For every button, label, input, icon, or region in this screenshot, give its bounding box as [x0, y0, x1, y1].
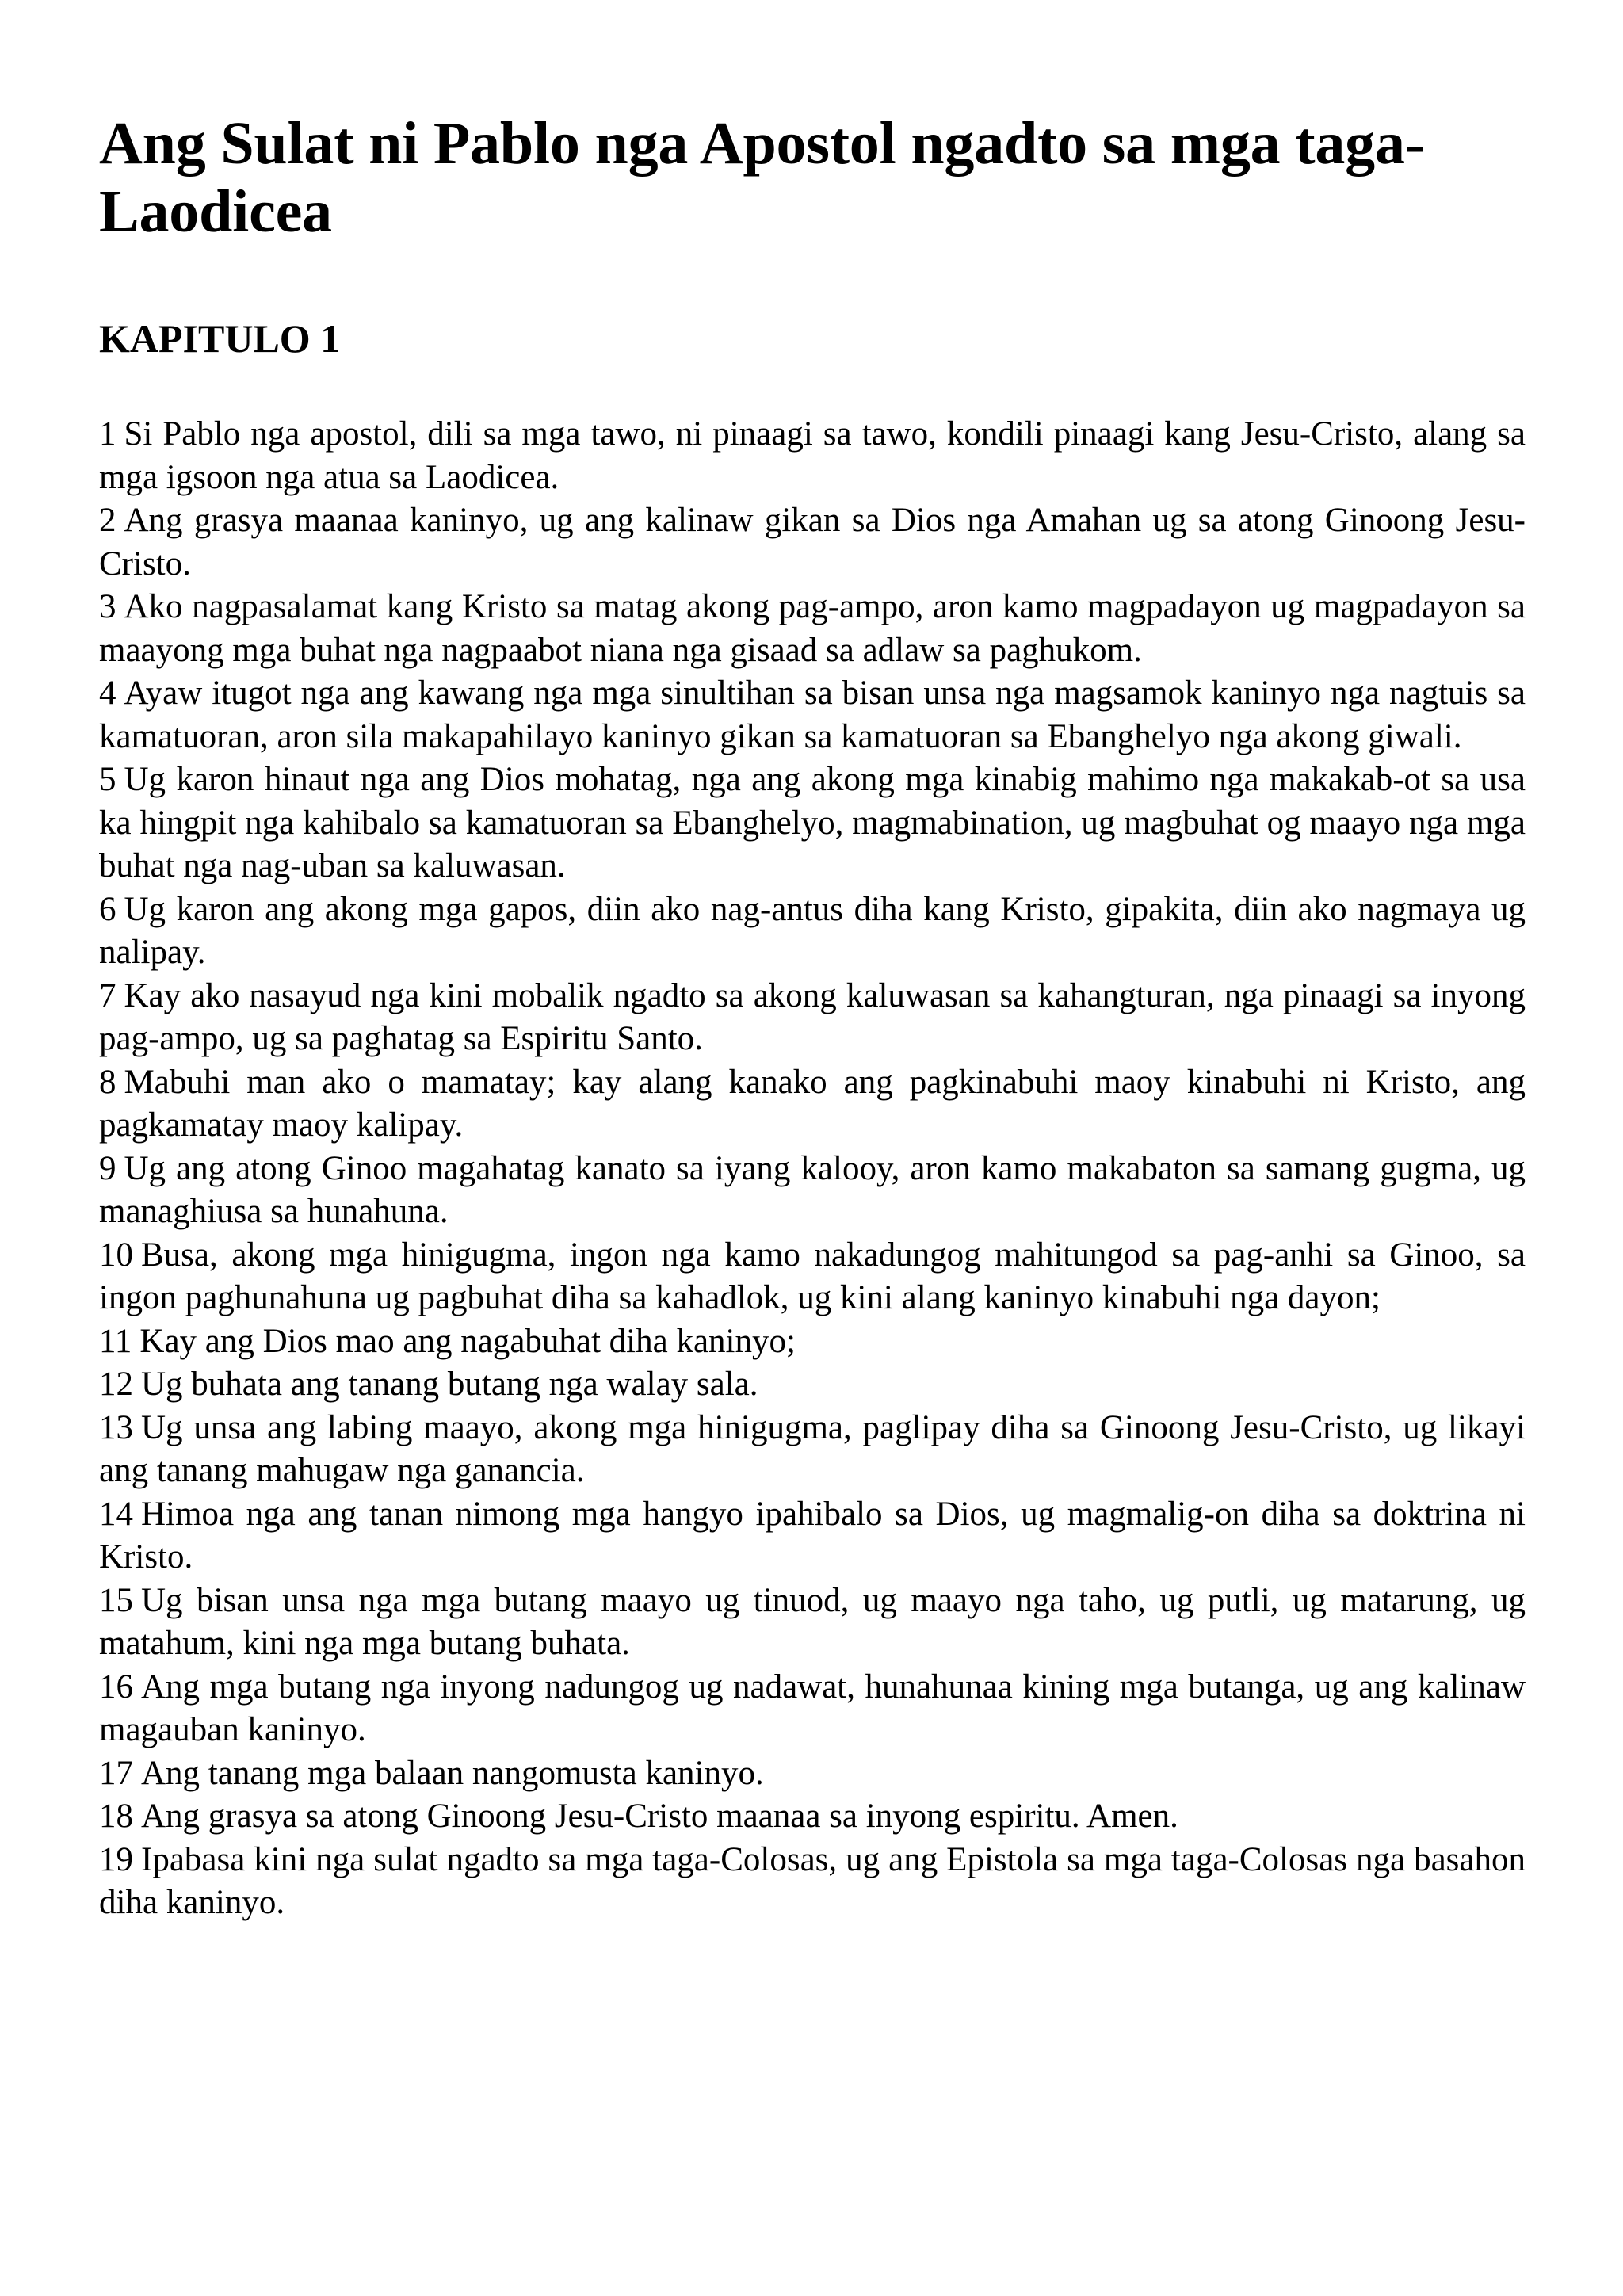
verse-text: Ug ang atong Ginoo magahatag kanato sa iyang kalooy, aron kamo makabaton sa samang gugma, ug managhiusa sa hunahuna.	[99, 1149, 1526, 1230]
verse-text: Ang grasya sa atong Ginoong Jesu-Cristo maanaa sa inyong espiritu. Amen.	[141, 1797, 1178, 1835]
verse-number: 19	[99, 1840, 133, 1878]
verse-11	[99, 1320, 1526, 1364]
verse-18	[99, 1795, 1526, 1839]
verse-text: Busa, akong mga hinigugma, ingon nga kamo nakadungog mahitungod sa pag-anhi sa Ginoo, sa ingon paghunahuna ug pagbuhat diha sa kahadlok, ug kini alang kaninyo kinabuhi nga dayon;	[99, 1236, 1526, 1316]
verse-2	[99, 499, 1526, 586]
verse-9	[99, 1148, 1526, 1234]
verse-number: 15	[99, 1581, 133, 1619]
verse-1	[99, 413, 1526, 499]
verse-text: Ako nagpasalamat kang Kristo sa matag akong pag-ampo, aron kamo magpadayon ug magpadayon sa maayong mga buhat nga nagpaabot niana nga gisaad sa adlaw sa paghukom.	[99, 588, 1526, 669]
verse-text: Ug unsa ang labing maayo, akong mga hinigugma, paglipay diha sa Ginoong Jesu-Cristo, ug likayi ang tanang mahugaw nga ganancia.	[99, 1408, 1526, 1489]
verse-13	[99, 1407, 1526, 1493]
verse-number: 13	[99, 1408, 133, 1446]
verse-list	[99, 413, 1526, 1925]
verse-text: Mabuhi man ako o mamatay; kay alang kanako ang pagkinabuhi maoy kinabuhi ni Kristo, ang pagkamatay maoy kalipay.	[99, 1063, 1526, 1144]
verse-text: Ug karon ang akong mga gapos, diin ako nag-antus diha kang Kristo, gipakita, diin ako nagmaya ug nalipay.	[99, 890, 1526, 971]
chapter-heading: KAPITULO 1	[99, 316, 341, 361]
verse-text: Kay ako nasayud nga kini mobalik ngadto sa akong kaluwasan sa kahangturan, nga pinaagi sa inyong pag-ampo, ug sa paghatag sa Espiritu Santo.	[99, 976, 1526, 1057]
verse-text: Himoa nga ang tanan nimong mga hangyo ipahibalo sa Dios, ug magmalig-on diha sa doktrina ni Kristo.	[99, 1495, 1526, 1576]
verse-10	[99, 1234, 1526, 1320]
verse-number: 10	[99, 1236, 133, 1274]
verse-4	[99, 672, 1526, 758]
verse-number: 7	[99, 976, 116, 1014]
verse-7	[99, 975, 1526, 1061]
verse-text: Ug buhata ang tanang butang nga walay sala.	[141, 1366, 758, 1403]
document-title: Ang Sulat ni Pablo nga Apostol ngadto sa mga taga-Laodicea	[99, 110, 1425, 245]
verse-3	[99, 586, 1526, 672]
verse-number: 2	[99, 502, 116, 539]
verse-19	[99, 1839, 1526, 1925]
verse-number: 8	[99, 1063, 116, 1101]
verse-number: 1	[99, 415, 116, 453]
verse-17	[99, 1752, 1526, 1796]
verse-number: 4	[99, 674, 116, 712]
verse-number: 18	[99, 1797, 133, 1835]
verse-number: 12	[99, 1366, 133, 1403]
verse-text: Kay ang Dios mao ang nagabuhat diha kaninyo;	[139, 1322, 796, 1360]
verse-text: Ang tanang mga balaan nangomusta kaninyo.	[141, 1754, 764, 1792]
verse-number: 17	[99, 1754, 133, 1792]
verse-number: 14	[99, 1495, 133, 1533]
verse-6	[99, 888, 1526, 975]
verse-text: Ayaw itugot nga ang kawang nga mga sinultihan sa bisan unsa nga magsamok kaninyo nga nagtuis sa kamatuoran, aron sila makapahilayo kaninyo gikan sa kamatuoran sa Ebanghelyo nga akong giwali.	[99, 674, 1526, 755]
verse-number: 16	[99, 1668, 133, 1706]
verse-16	[99, 1666, 1526, 1752]
verse-number: 11	[99, 1322, 132, 1360]
verse-text: Ug karon hinaut nga ang Dios mohatag, nga ang akong mga kinabig mahimo nga makakab-ot sa usa ka hingpit nga kahibalo sa kamatuoran sa Ebanghelyo, magmabination, ug magbuhat og maayo nga mga buhat nga nag-uban sa kaluwasan.	[99, 761, 1526, 884]
verse-8	[99, 1061, 1526, 1148]
verse-text: Ang mga butang nga inyong nadungog ug nadawat, hunahunaa kining mga butanga, ug ang kalinaw magauban kaninyo.	[99, 1668, 1526, 1748]
verse-15	[99, 1580, 1526, 1666]
verse-14	[99, 1493, 1526, 1580]
verse-5	[99, 758, 1526, 888]
verse-number: 6	[99, 890, 116, 928]
verse-number: 5	[99, 761, 116, 798]
verse-text: Ang grasya maanaa kaninyo, ug ang kalinaw gikan sa Dios nga Amahan ug sa atong Ginoong Jesu-Cristo.	[99, 502, 1526, 583]
verse-text: Ug bisan unsa nga mga butang maayo ug tinuod, ug maayo nga taho, ug putli, ug matarung, ug matahum, kini nga mga butang buhata.	[99, 1581, 1526, 1662]
verse-number: 3	[99, 588, 116, 625]
verse-number: 9	[99, 1149, 116, 1187]
verse-text: Ipabasa kini nga sulat ngadto sa mga taga-Colosas, ug ang Epistola sa mga taga-Colosas nga basahon diha kaninyo.	[99, 1840, 1526, 1921]
verse-12	[99, 1363, 1526, 1407]
verse-text: Si Pablo nga apostol, dili sa mga tawo, ni pinaagi sa tawo, kondili pinaagi kang Jesu-Cristo, alang sa mga igsoon nga atua sa Laodicea.	[99, 415, 1526, 496]
